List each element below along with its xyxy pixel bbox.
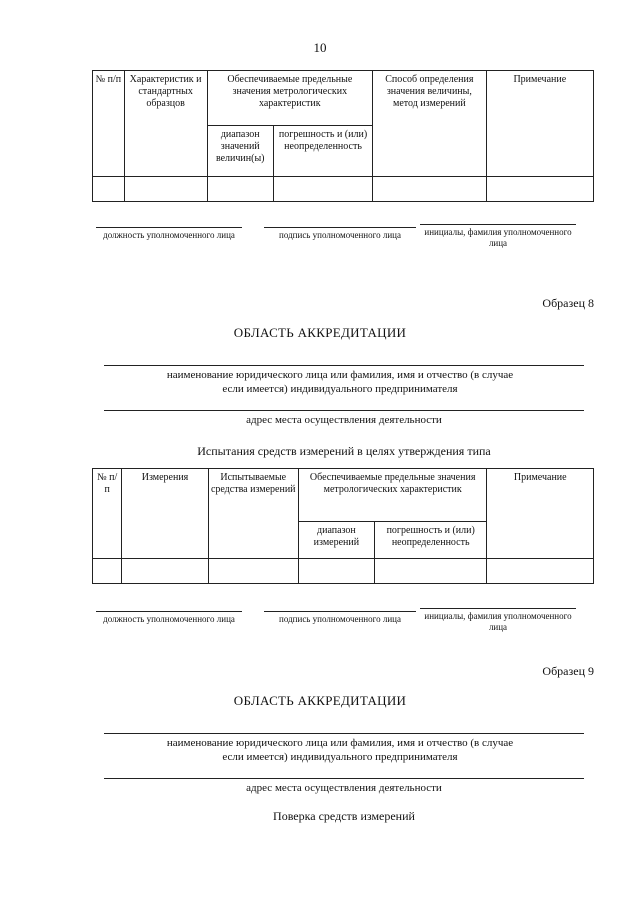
sample-8-subtitle: Испытания средств измерений в целях утверждения типа — [197, 444, 491, 458]
table-row — [93, 559, 594, 584]
signature-position: должность уполномоченного лица — [96, 227, 242, 241]
address-line — [104, 778, 584, 779]
signature-position: должность уполномоченного лица — [96, 611, 242, 625]
header-num: № п/п — [93, 469, 122, 559]
header-tested-instruments: Испытываемые средства измерений — [208, 469, 298, 559]
header-num: № п/п — [93, 71, 125, 177]
entity-line — [104, 733, 584, 734]
address-line — [104, 410, 584, 411]
signature-sign: подпись уполномоченного лица — [264, 611, 416, 625]
sample-9-label: Образец 9 — [542, 664, 594, 678]
header-error: погрешность и (или) неопределенность — [374, 522, 487, 559]
table-row — [93, 177, 594, 202]
page-number: 10 — [313, 40, 327, 55]
sample-8-label: Образец 8 — [542, 296, 594, 310]
header-range: диапазон значений величин(ы) — [207, 126, 273, 177]
header-range: диапазон измерений — [298, 522, 374, 559]
header-metrological: Обеспечиваемые предельные значения метрологических характеристик — [298, 469, 487, 522]
header-characteristics: Характеристик и стандартных образцов — [124, 71, 207, 177]
type-approval-table — [92, 468, 594, 584]
header-metrological: Обеспечиваемые предельные значения метрологических характеристик — [207, 71, 373, 126]
address-caption: адрес места осуществления деятельности — [246, 782, 442, 794]
sample-9-subtitle: Поверка средств измерений — [273, 809, 415, 823]
entity-caption: наименование юридического лица или фамилия, имя и отчество (в случае если имеется) индивидуального предпринимателя — [166, 737, 514, 763]
header-method: Способ определения значения величины, метод измерений — [373, 71, 486, 177]
entity-caption: наименование юридического лица или фамилия, имя и отчество (в случае если имеется) индивидуального предпринимателя — [166, 369, 514, 395]
signature-initials: инициалы, фамилия уполномоченного лица — [420, 608, 576, 633]
signature-sign: подпись уполномоченного лица — [264, 227, 416, 241]
header-error: погрешность и (или) неопределенность — [273, 126, 372, 177]
signature-initials: инициалы, фамилия уполномоченного лица — [420, 224, 576, 249]
sample-8-title: ОБЛАСТЬ АККРЕДИТАЦИИ — [233, 325, 407, 340]
characteristics-table — [92, 70, 594, 202]
sample-9-title: ОБЛАСТЬ АККРЕДИТАЦИИ — [233, 693, 407, 708]
header-measurements: Измерения — [122, 469, 208, 559]
header-note: Примечание — [487, 469, 594, 559]
header-note: Примечание — [486, 71, 593, 177]
address-caption: адрес места осуществления деятельности — [246, 414, 442, 426]
entity-line — [104, 365, 584, 366]
